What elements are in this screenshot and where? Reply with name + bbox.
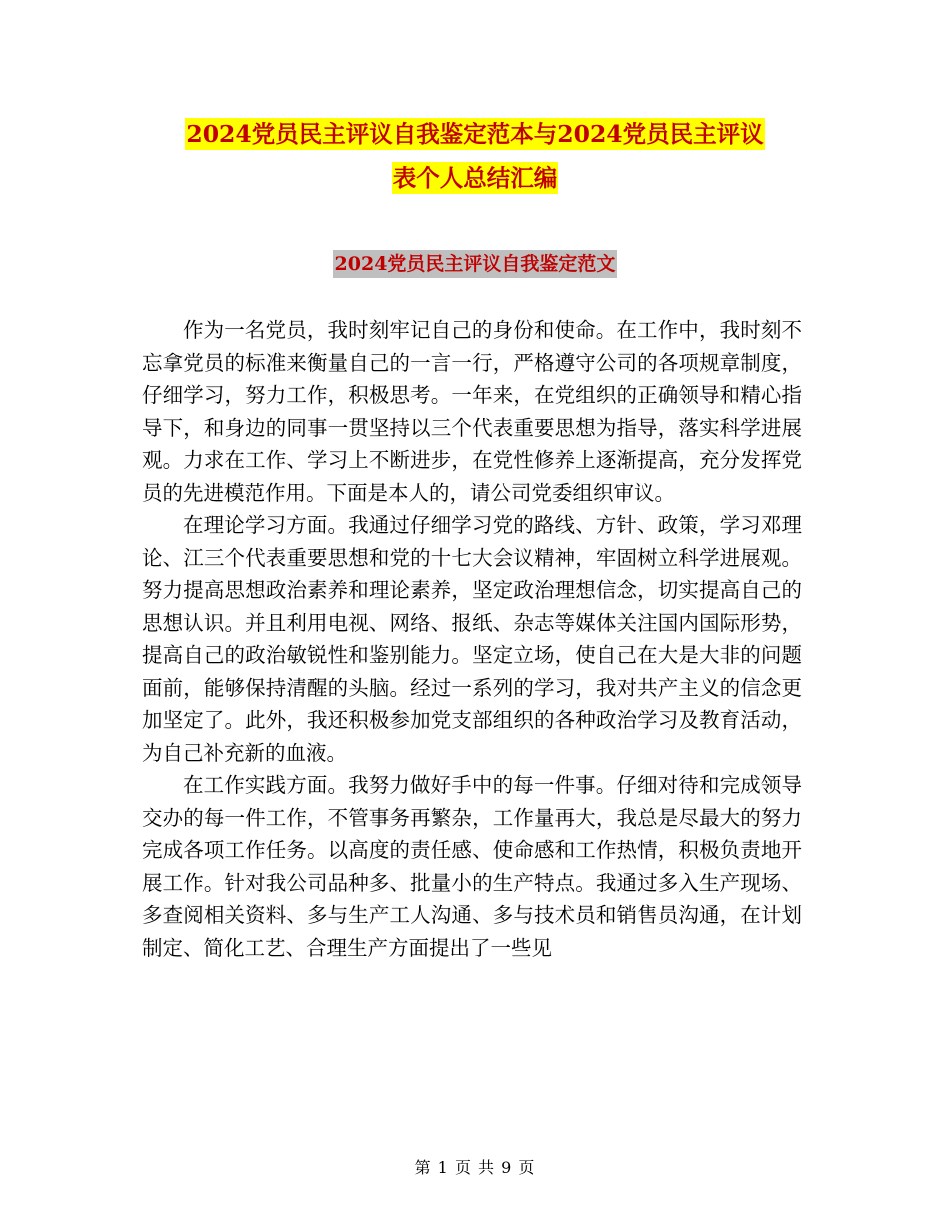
paragraph: 在工作实践方面。我努力做好手中的每一件事。仔细对待和完成领导交办的每一件工作，不管事务再繁杂，工作量再大，我总是尽最大的努力完成各项工作任务。以高度的责任感、使命感和工作热情，积极负责地开展工作。针对我公司品种多、批量小的生产特点。我通过多入生产现场、多查阅相关资料、多与生产工人沟通、多与技术员和销售员沟通，在计划制定、简化工艺、合理生产方面提出了一些见 <box>142 773 802 960</box>
paragraph: 作为一名党员，我时刻牢记自己的身份和使命。在工作中，我时刻不忘拿党员的标准来衡量自己的一言一行，严格遵守公司的各项规章制度，仔细学习，努力工作，积极思考。一年来，在党组织的正确领导和精心指导下，和身边的同事一贯坚持以三个代表重要思想为指导，落实科学进展观。力求在工作、学习上不断进步，在党性修养上逐渐提高，充分发挥党员的先进模范作用。下面是本人的，请公司党委组织审议。 <box>142 318 802 505</box>
page-footer: 第 1 页 共 9 页 <box>414 1158 536 1177</box>
document-title <box>0 112 950 200</box>
title-line-2: 表个人总结汇编 <box>392 164 558 192</box>
section-heading <box>0 246 950 283</box>
section-heading-text: 2024党员民主评议自我鉴定范文 <box>333 250 618 278</box>
title-line-1: 2024党员民主评议自我鉴定范本与2024党员民主评议 <box>186 120 764 148</box>
document-body <box>142 314 802 964</box>
paragraph: 在理论学习方面。我通过仔细学习党的路线、方针、政策，学习邓理论、江三个代表重要思想和党的十七大会议精神，牢固树立科学进展观。努力提高思想政治素养和理论素养，坚定政治理想信念，切实提高自己的思想认识。并且利用电视、网络、报纸、杂志等媒体关注国内国际形势，提高自己的政治敏锐性和鉴别能力。坚定立场，使自己在大是大非的问题面前，能够保持清醒的头脑。经过一系列的学习，我对共产主义的信念更加坚定了。此外，我还积极参加党支部组织的各种政治学习及教育活动，为自己补充新的血液。 <box>142 513 802 765</box>
